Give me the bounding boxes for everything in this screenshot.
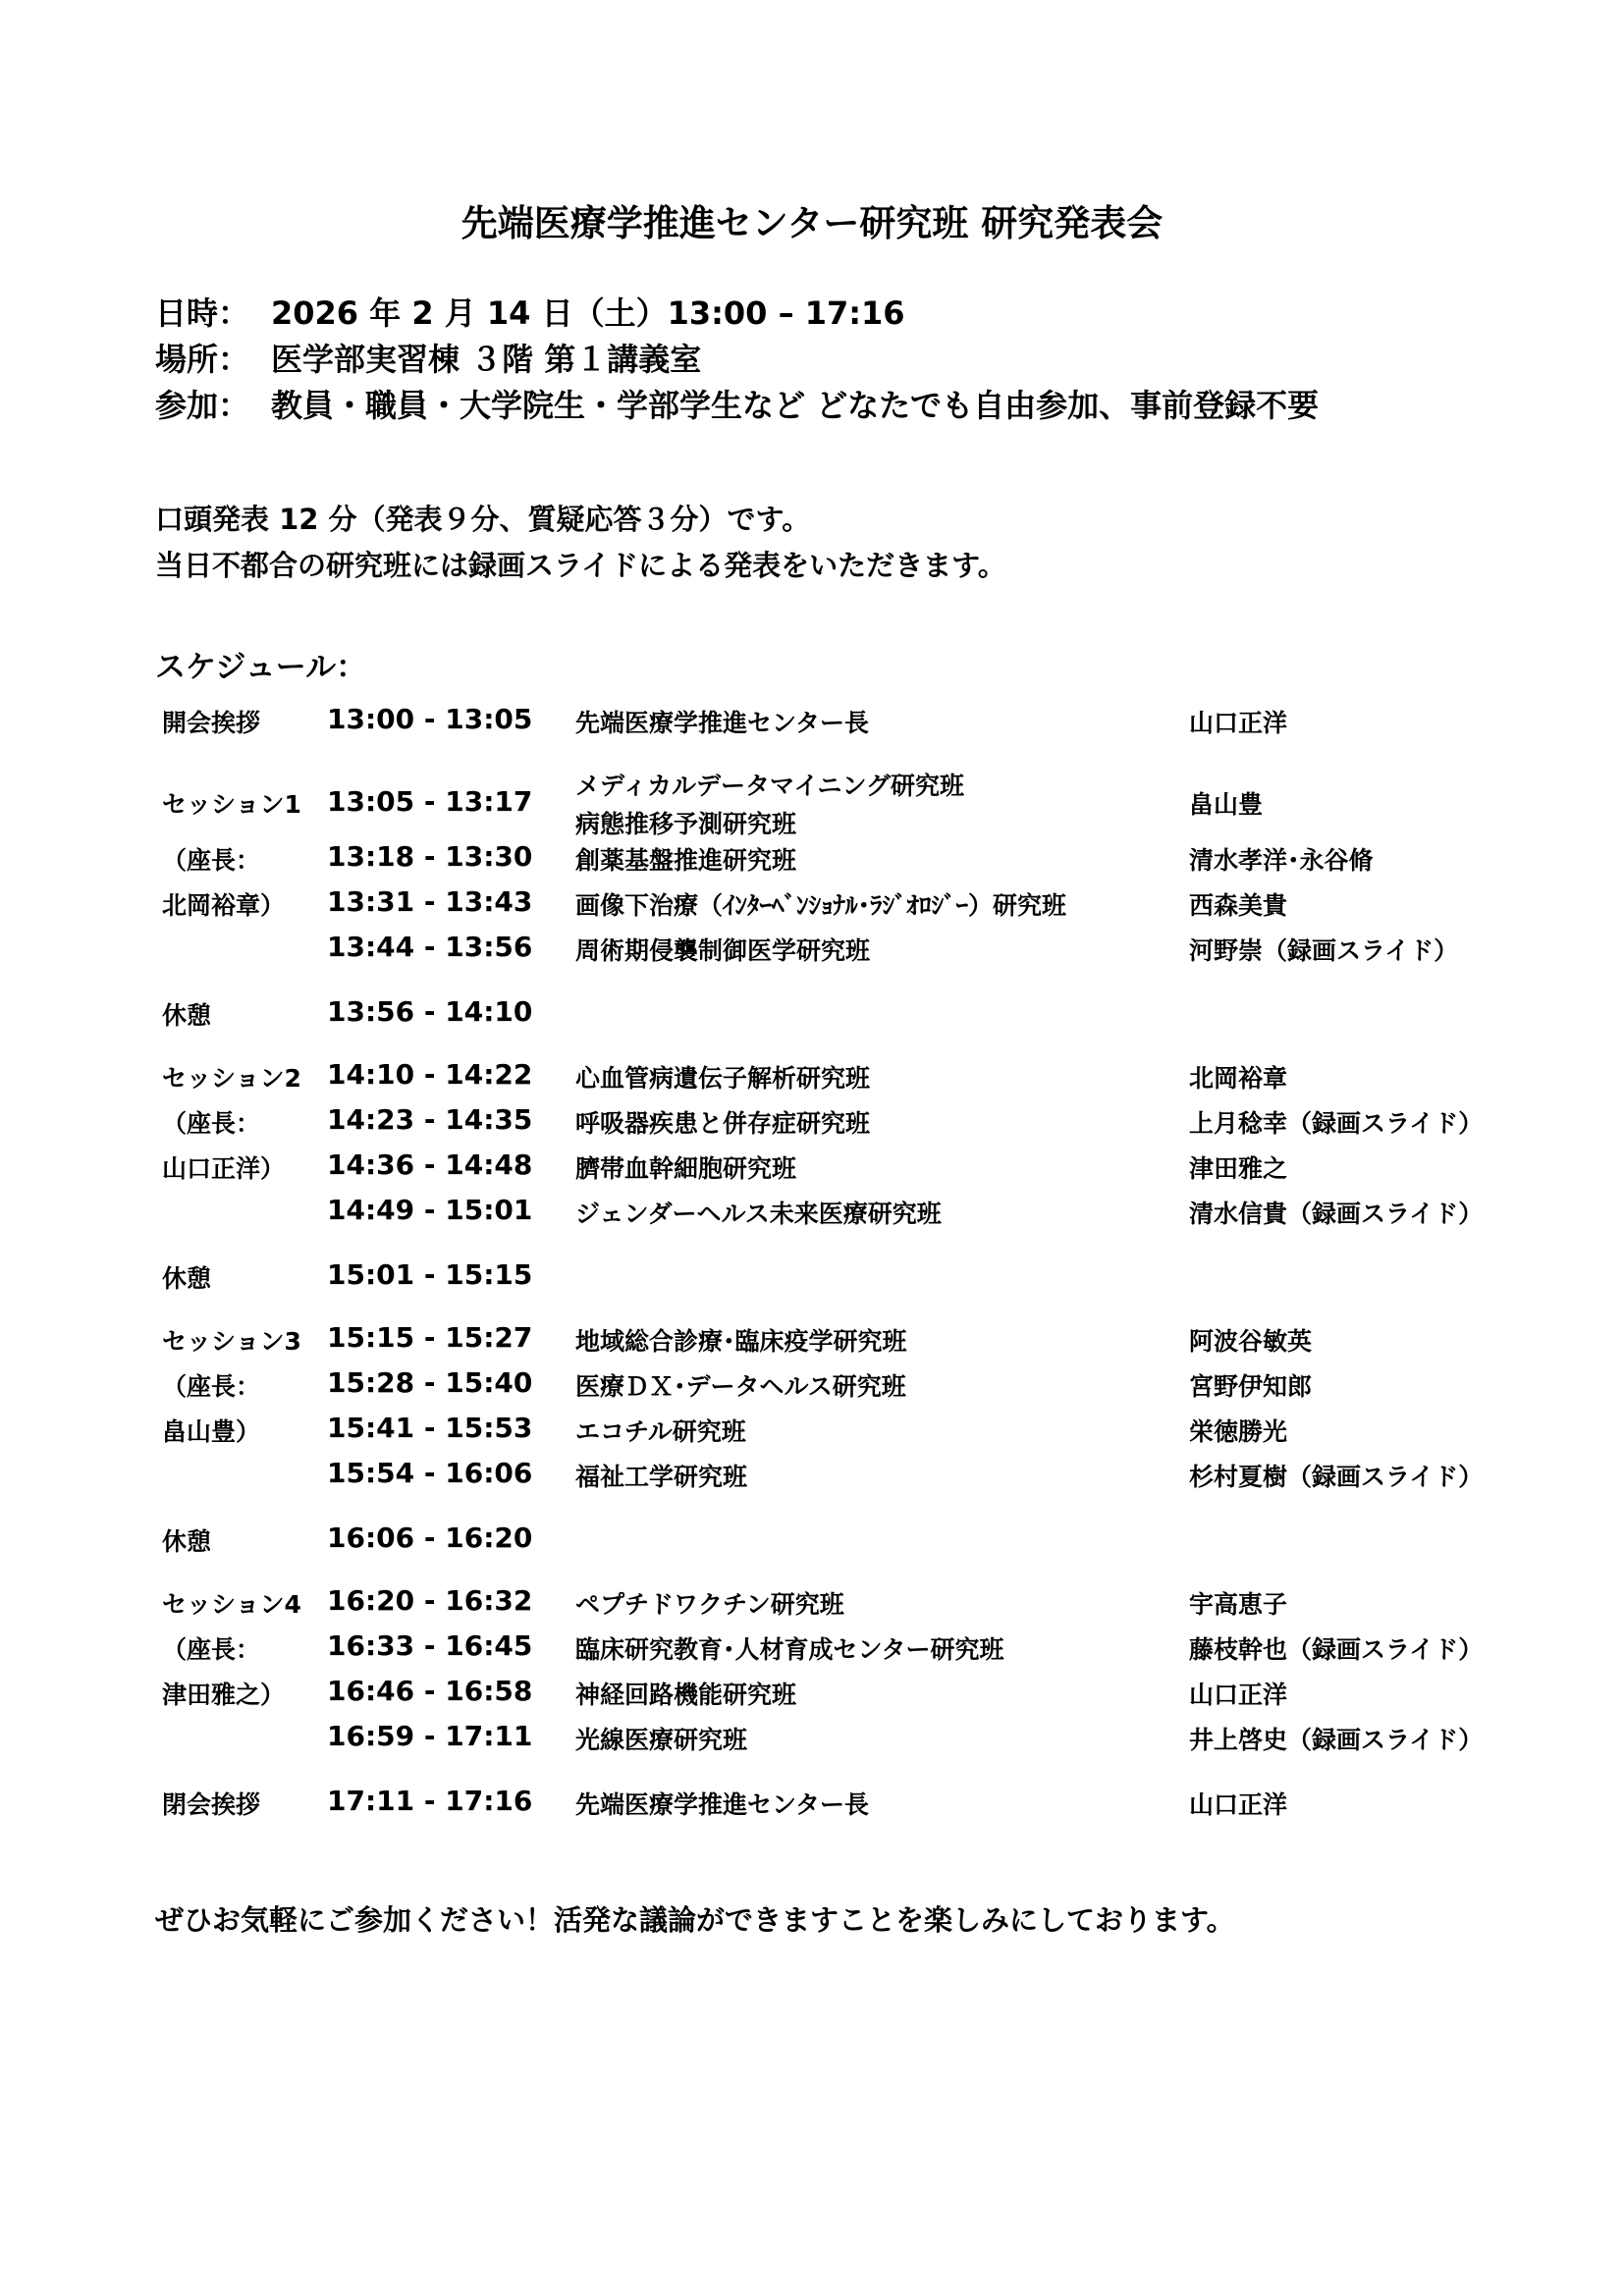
schedule-title — [575, 932, 870, 970]
schedule-time: 13:18 - 13:30 — [327, 840, 533, 873]
schedule-time: 15:28 - 15:40 — [327, 1366, 533, 1399]
schedule-presenter: 畠山豊 — [1189, 790, 1264, 819]
schedule-title-line: 先端医療学推進センター長 — [575, 709, 870, 737]
schedule-presenter: 西森美貴 — [1189, 891, 1288, 920]
schedule-label: 閉会挨拶 — [162, 1790, 261, 1819]
schedule-time: 16:06 - 16:20 — [327, 1522, 533, 1554]
schedule-title-line: 先端医療学推進センター長 — [575, 1790, 870, 1819]
schedule-label: （座長： — [162, 1372, 261, 1401]
schedule-time: 16:46 - 16:58 — [327, 1675, 533, 1707]
schedule-title-line: 医療ＤＸ･データヘルス研究班 — [575, 1372, 906, 1401]
schedule-title — [575, 1676, 796, 1714]
schedule-presenter: 北岡裕章 — [1189, 1064, 1288, 1093]
schedule-title — [575, 1630, 1004, 1669]
schedule-presenter: 杉村夏樹（録画スライド） — [1189, 1463, 1484, 1491]
schedule-title — [575, 841, 796, 880]
info-label: 日時： — [155, 294, 250, 332]
note-line: 当日不都合の研究班には録画スライドによる発表をいただきます。 — [155, 549, 1006, 582]
schedule-title — [575, 1322, 907, 1361]
schedule-time: 13:31 - 13:43 — [327, 885, 533, 918]
schedule-title-line: 神経回路機能研究班 — [575, 1681, 797, 1709]
schedule-presenter: 清水孝洋･永谷脩 — [1189, 846, 1374, 875]
schedule-title — [575, 1413, 746, 1451]
schedule-time: 17:11 - 17:16 — [327, 1785, 533, 1817]
schedule-presenter: 藤枝幹也（録画スライド） — [1189, 1635, 1484, 1664]
schedule-title-line: 創薬基盤推進研究班 — [575, 846, 797, 875]
closing-message: ぜひお気軽にご参加ください！活発な議論ができますことを楽しみにしております。 — [155, 1903, 1235, 1937]
schedule-time: 13:00 - 13:05 — [327, 703, 533, 735]
schedule-label: 北岡裕章） — [162, 891, 286, 920]
schedule-title-line: 臨床研究教育･人材育成センター研究班 — [575, 1635, 1004, 1664]
schedule-presenter: 山口正洋 — [1189, 1681, 1288, 1709]
schedule-title-line: 心血管病遺伝子解析研究班 — [575, 1064, 871, 1093]
schedule-presenter: 宇高恵子 — [1189, 1590, 1288, 1619]
schedule-label: 休憩 — [162, 1001, 212, 1030]
schedule-title — [575, 1458, 747, 1496]
schedule-title-line: ペプチドワクチン研究班 — [575, 1590, 844, 1619]
schedule-title-line: 地域総合診療･臨床疫学研究班 — [575, 1327, 907, 1356]
schedule-label: セッション1 — [162, 790, 301, 819]
schedule-title — [575, 767, 964, 843]
schedule-label: 休憩 — [162, 1527, 212, 1556]
schedule-title-line: メディカルデータマイニング研究班 — [575, 772, 965, 800]
schedule-title — [575, 1104, 870, 1143]
schedule-presenter: 上月稔幸（録画スライド） — [1189, 1109, 1484, 1138]
schedule-title-line: エコチル研究班 — [575, 1417, 746, 1446]
schedule-presenter: 栄徳勝光 — [1189, 1417, 1288, 1446]
schedule-presenter: 津田雅之 — [1189, 1154, 1288, 1183]
schedule-time: 13:44 - 13:56 — [327, 931, 533, 963]
schedule-presenter: 清水信貴（録画スライド） — [1189, 1200, 1484, 1228]
schedule-time: 15:15 - 15:27 — [327, 1321, 533, 1354]
schedule-label: セッション3 — [162, 1327, 301, 1356]
schedule-title — [575, 1195, 942, 1233]
schedule-heading: スケジュール： — [155, 650, 367, 685]
schedule-title — [575, 1585, 844, 1624]
schedule-title-line: 光線医療研究班 — [575, 1726, 748, 1754]
schedule-title — [575, 704, 869, 742]
schedule-title-line: 周術期侵襲制御医学研究班 — [575, 936, 871, 965]
page-title: 先端医療学推進センター研究班 研究発表会 — [460, 202, 1164, 244]
schedule-time: 14:23 - 14:35 — [327, 1103, 533, 1136]
schedule-time: 15:41 - 15:53 — [327, 1412, 533, 1444]
schedule-presenter: 宮野伊知郎 — [1189, 1372, 1313, 1401]
info-value: 2026 年 2 月 14 日（土）13:00 – 17:16 — [271, 294, 905, 332]
schedule-label: 津田雅之） — [162, 1681, 286, 1709]
schedule-time: 16:59 - 17:11 — [327, 1720, 533, 1752]
schedule-label: 開会挨拶 — [162, 709, 261, 737]
schedule-label: セッション4 — [162, 1590, 301, 1619]
schedule-title — [575, 1786, 869, 1824]
schedule-time: 13:56 - 14:10 — [327, 995, 533, 1028]
schedule-presenter: 山口正洋 — [1189, 1790, 1288, 1819]
schedule-title-line: 臍帯血幹細胞研究班 — [575, 1154, 797, 1183]
schedule-time: 14:49 - 15:01 — [327, 1194, 533, 1226]
info-label: 参加： — [155, 387, 250, 424]
schedule-title — [575, 1721, 747, 1759]
info-value: 教員・職員・大学院生・学部学生など どなたでも自由参加、事前登録不要 — [271, 387, 1320, 424]
schedule-title-line: 福祉工学研究班 — [575, 1463, 748, 1491]
schedule-title — [575, 1149, 796, 1188]
schedule-title-line: ジェンダーヘルス未来医療研究班 — [575, 1200, 942, 1228]
schedule-time: 15:54 - 16:06 — [327, 1457, 533, 1489]
note-line: 口頭発表 12 分（発表９分、質疑応答３分）です。 — [155, 503, 811, 536]
info-label: 場所： — [155, 341, 250, 378]
schedule-time: 15:01 - 15:15 — [327, 1258, 533, 1291]
schedule-time: 14:36 - 14:48 — [327, 1148, 533, 1181]
schedule-label: 畠山豊） — [162, 1417, 261, 1446]
schedule-title — [575, 886, 1066, 925]
schedule-presenter: 河野崇（録画スライド） — [1189, 936, 1459, 965]
schedule-title — [575, 1059, 870, 1097]
schedule-title-line: 呼吸器疾患と併存症研究班 — [575, 1109, 871, 1138]
schedule-label: 休憩 — [162, 1264, 212, 1293]
schedule-label: （座長： — [162, 846, 261, 875]
schedule-time: 13:05 - 13:17 — [327, 785, 533, 818]
schedule-title — [575, 1367, 906, 1406]
schedule-label: 山口正洋） — [162, 1154, 286, 1183]
schedule-label: セッション2 — [162, 1064, 301, 1093]
schedule-presenter: 井上啓史（録画スライド） — [1189, 1726, 1484, 1754]
schedule-label: （座長： — [162, 1109, 261, 1138]
schedule-title-line: 画像下治療（ｲﾝﾀｰﾍﾞﾝｼｮﾅﾙ･ﾗｼﾞｵﾛｼﾞｰ）研究班 — [575, 891, 1067, 920]
info-value: 医学部実習棟 ３階 第１講義室 — [271, 341, 702, 378]
schedule-time: 16:20 - 16:32 — [327, 1584, 533, 1617]
schedule-time: 16:33 - 16:45 — [327, 1629, 533, 1662]
schedule-presenter: 山口正洋 — [1189, 709, 1288, 737]
schedule-presenter: 阿波谷敏英 — [1189, 1327, 1313, 1356]
schedule-title-line: 病態推移予測研究班 — [575, 810, 797, 838]
schedule-time: 14:10 - 14:22 — [327, 1058, 533, 1091]
schedule-label: （座長： — [162, 1635, 261, 1664]
